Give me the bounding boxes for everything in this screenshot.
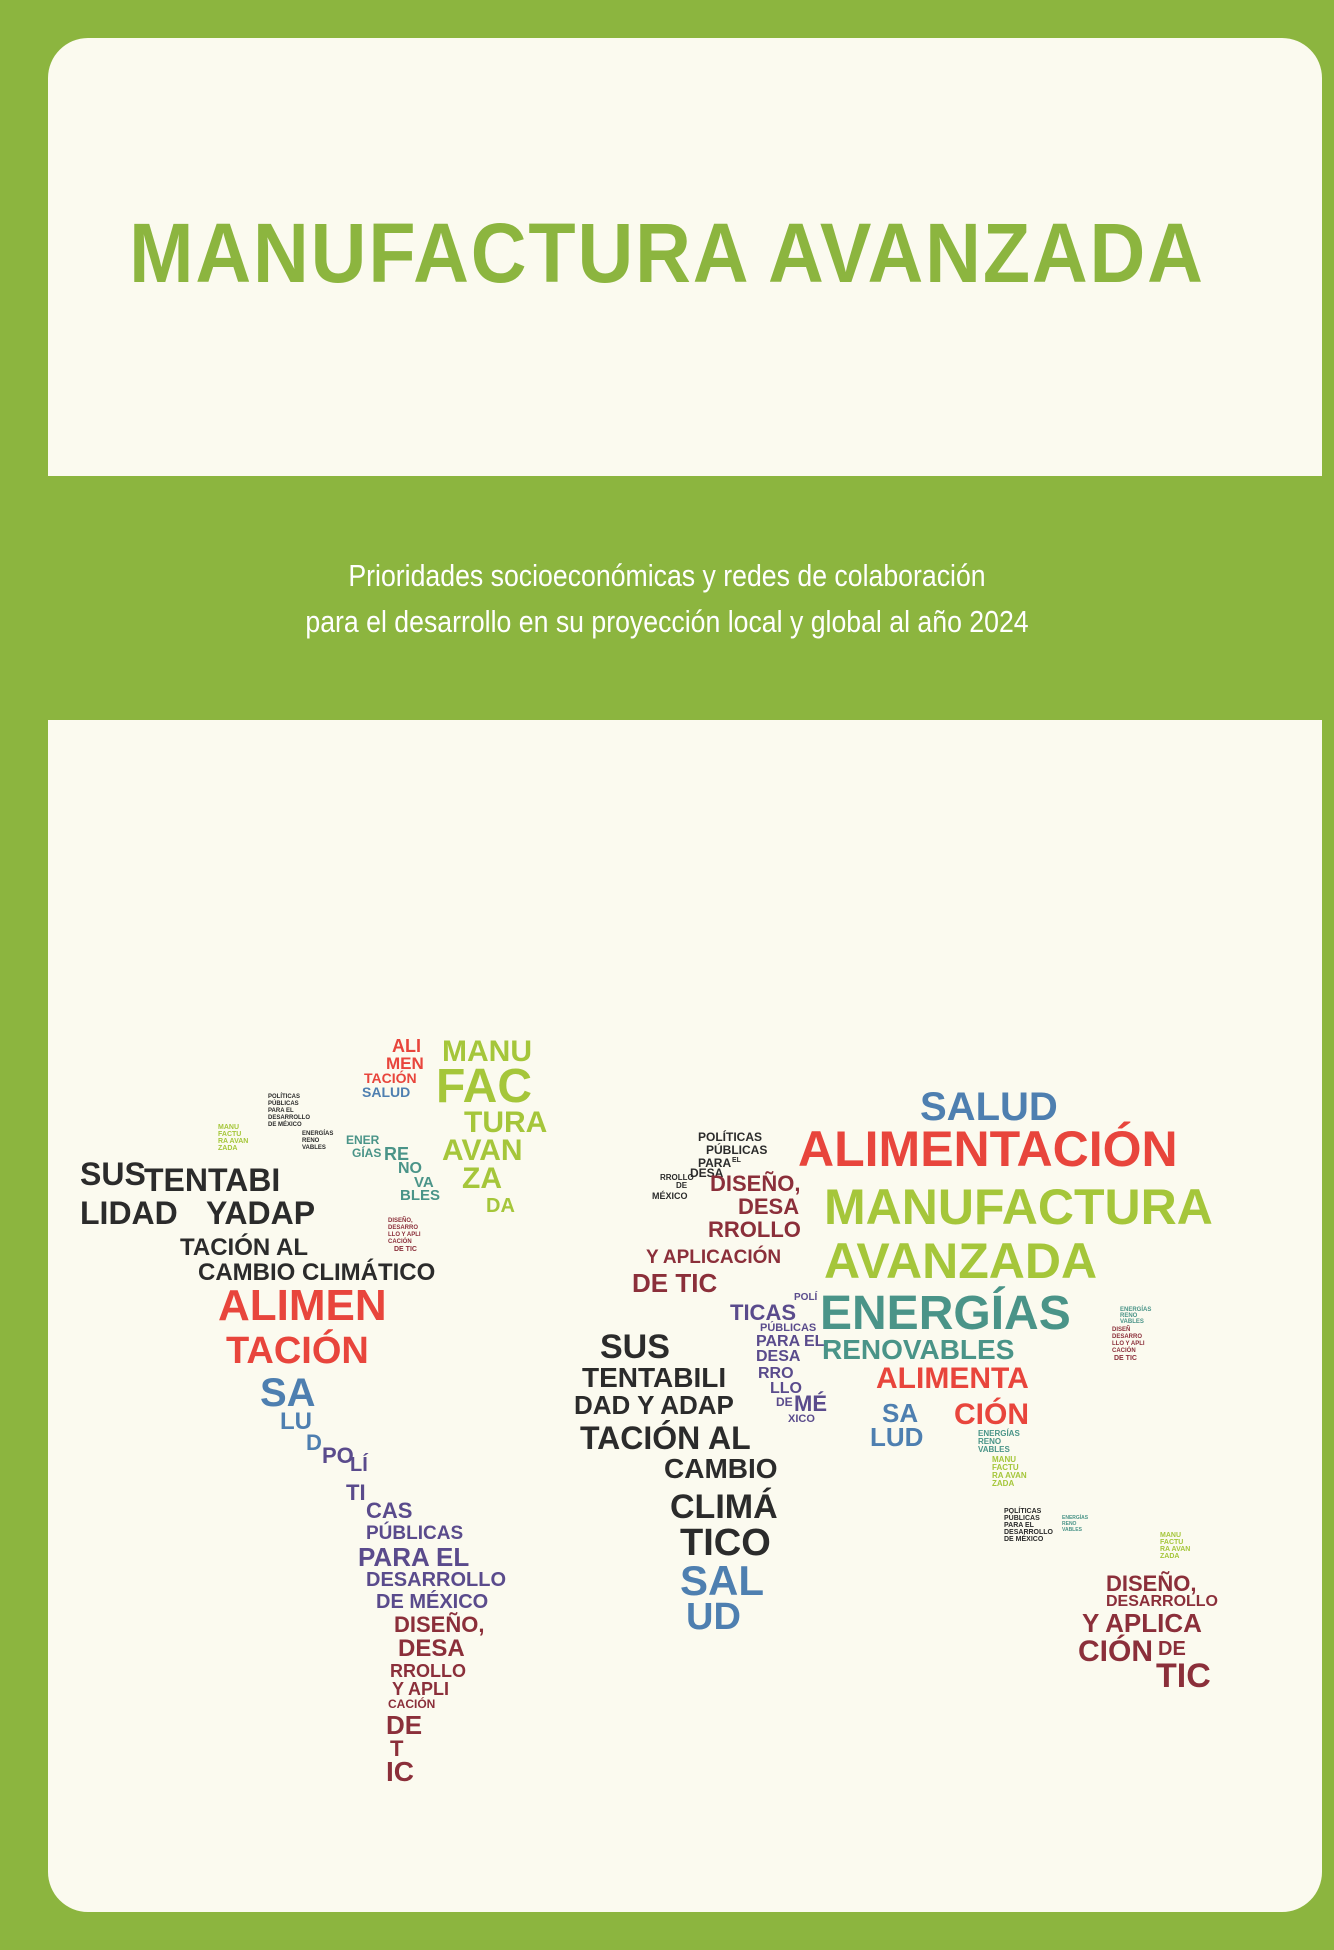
map-word: ENERGÍAS xyxy=(1062,1515,1089,1521)
map-word: AVANZADA xyxy=(824,1233,1098,1289)
map-word: DESARROLLO xyxy=(1106,1593,1218,1610)
map-word: RENO xyxy=(302,1138,320,1144)
map-word: TACIÓN xyxy=(364,1070,417,1086)
map-word: ZADA xyxy=(218,1145,238,1152)
map-word: Y APLICA xyxy=(1082,1608,1202,1638)
map-word: MANUFACTURA xyxy=(824,1179,1213,1235)
map-word: VABLES xyxy=(1120,1319,1144,1325)
map-word: DE MÉXICO xyxy=(268,1122,302,1128)
map-word: CIÓN xyxy=(954,1398,1029,1431)
map-word: CACIÓN xyxy=(388,1239,412,1245)
map-word: RROLLO xyxy=(660,1173,694,1182)
map-word: POLÍTICAS xyxy=(1004,1508,1042,1515)
map-word: SUS xyxy=(80,1156,146,1192)
map-word: DESARROLLO xyxy=(366,1569,506,1591)
map-word: DESA xyxy=(738,1194,800,1219)
map-word: RA AVAN xyxy=(992,1471,1027,1480)
map-word: TIC xyxy=(1156,1657,1211,1695)
map-word: SA xyxy=(882,1398,919,1428)
map-word: TICO xyxy=(680,1522,771,1564)
map-word: ENERGÍAS xyxy=(1120,1307,1152,1313)
map-word: TICAS xyxy=(730,1300,796,1325)
map-word: AVAN xyxy=(442,1134,523,1167)
book-title: MANUFACTURA AVANZADA xyxy=(129,206,1205,300)
map-word: ZADA xyxy=(1160,1553,1180,1560)
map-word: LLO xyxy=(770,1380,802,1397)
map-word: VABLES xyxy=(978,1445,1010,1454)
map-word: VABLES xyxy=(1062,1527,1082,1533)
map-word: NO xyxy=(398,1160,422,1177)
map-word: MÉXICO xyxy=(652,1191,688,1201)
map-word: DISEÑO, xyxy=(394,1612,485,1637)
map-word: PARA xyxy=(698,1156,732,1170)
map-word: VA xyxy=(414,1174,434,1191)
map-word: LUD xyxy=(870,1422,924,1452)
map-word: TACIÓN xyxy=(226,1330,369,1372)
map-word: FACTU xyxy=(218,1131,242,1138)
map-word: SALUD xyxy=(920,1085,1058,1129)
map-word: BLES xyxy=(400,1187,441,1204)
map-word: RE xyxy=(384,1144,410,1164)
map-word: LLO Y APLI xyxy=(388,1232,421,1238)
map-word: PÚBLICAS xyxy=(1004,1515,1040,1522)
map-word: RENO xyxy=(1062,1521,1077,1527)
map-word: DISEÑO, xyxy=(388,1218,413,1224)
map-word: ZA xyxy=(462,1162,502,1195)
map-word: PÚBLICAS xyxy=(760,1322,817,1334)
map-word: DESA xyxy=(690,1166,724,1180)
map-word: PARA EL xyxy=(268,1108,294,1114)
map-word: SUS xyxy=(600,1328,670,1366)
map-word: RA AVAN xyxy=(1160,1546,1191,1553)
map-word: ENERGÍAS xyxy=(978,1429,1020,1438)
map-word: PO xyxy=(322,1443,354,1468)
map-word: ENER xyxy=(346,1133,380,1147)
map-word: CACIÓN xyxy=(1112,1348,1136,1354)
map-word: CAMBIO CLIMÁTICO xyxy=(198,1259,436,1286)
map-word: DE TIC xyxy=(394,1246,417,1253)
map-word: MANU xyxy=(1160,1532,1181,1539)
map-word: Y APLI xyxy=(392,1679,450,1699)
map-word: TACIÓN AL xyxy=(180,1234,308,1261)
map-word: SALUD xyxy=(362,1084,411,1100)
map-word: VABLES xyxy=(302,1145,326,1151)
map-word: RROLLO xyxy=(708,1217,801,1242)
map-word: DE xyxy=(386,1710,423,1740)
map-word: POLÍTICAS xyxy=(698,1130,763,1144)
map-word: DE xyxy=(676,1181,688,1190)
map-word: ENERGÍAS xyxy=(820,1287,1071,1340)
map-word: PARA EL xyxy=(1004,1522,1034,1529)
map-word: RENO xyxy=(1120,1313,1138,1319)
map-word: FACTU xyxy=(1160,1539,1184,1546)
map-word: DISEÑO, xyxy=(1106,1571,1197,1596)
map-word: PÚBLICAS xyxy=(268,1101,299,1107)
map-word: DESARROLLO xyxy=(1004,1529,1053,1536)
map-word: MEN xyxy=(386,1054,424,1073)
map-word: LÍ xyxy=(350,1454,368,1476)
map-word: TENTABILI xyxy=(582,1362,727,1393)
map-word: RENO xyxy=(978,1437,1002,1446)
map-word: POLÍ xyxy=(794,1292,818,1303)
map-word: Y APLICACIÓN xyxy=(646,1247,782,1268)
map-word: ALIMEN xyxy=(218,1281,387,1330)
map-word: MANU xyxy=(992,1455,1016,1464)
subtitle-line-1: Prioridades socioeconómicas y redes de colaboración xyxy=(348,558,986,593)
map-word: FAC xyxy=(436,1060,532,1113)
map-word: MANU xyxy=(442,1035,532,1068)
map-word: IC xyxy=(386,1756,414,1787)
map-word: EL xyxy=(732,1157,741,1164)
map-word: PARA EL xyxy=(358,1542,470,1572)
map-word: DAD Y ADAP xyxy=(574,1390,734,1420)
map-word: RA AVAN xyxy=(218,1138,249,1145)
map-word: DA xyxy=(486,1195,515,1217)
map-word: DESA xyxy=(756,1348,801,1365)
map-word: DESARRO xyxy=(388,1225,419,1231)
map-word: MÉ xyxy=(794,1391,827,1416)
map-word: ZADA xyxy=(992,1479,1015,1488)
map-word: ALIMENTA xyxy=(876,1362,1029,1395)
map-word: PÚBLICAS xyxy=(706,1143,768,1157)
map-word: LIDAD xyxy=(80,1195,178,1231)
map-word: DE MÉXICO xyxy=(376,1591,489,1613)
map-word: LU xyxy=(280,1408,312,1435)
map-word: ALIMENTACIÓN xyxy=(798,1121,1178,1177)
map-word: XICO xyxy=(788,1413,815,1425)
map-word: CAMBIO xyxy=(664,1453,778,1484)
map-word: CLIMÁ xyxy=(670,1488,778,1526)
map-word: LLO Y APLI xyxy=(1112,1341,1145,1347)
map-word: DISEÑ xyxy=(1112,1327,1131,1333)
map-word: ENERGÍAS xyxy=(302,1131,334,1137)
map-word: DESARRO xyxy=(1112,1334,1143,1340)
map-word: TURA xyxy=(464,1106,548,1139)
map-word: TI xyxy=(346,1480,366,1505)
map-word: CACIÓN xyxy=(388,1697,436,1711)
map-word: TACIÓN AL xyxy=(580,1420,751,1456)
map-word: DE MÉXICO xyxy=(1004,1536,1044,1543)
map-word: RENOVABLES xyxy=(822,1334,1015,1365)
map-word: CAS xyxy=(366,1498,413,1523)
map-word: POLÍTICAS xyxy=(268,1094,301,1100)
map-word: DE TIC xyxy=(1114,1355,1137,1362)
map-word: DE TIC xyxy=(632,1268,718,1298)
map-word: FACTU xyxy=(992,1463,1019,1472)
map-word: SAL xyxy=(680,1557,764,1604)
map-word: TENTABI xyxy=(144,1162,281,1198)
map-word: DESA xyxy=(398,1635,465,1662)
map-word: DE xyxy=(776,1395,793,1409)
map-word: DESARROLLO xyxy=(268,1115,310,1121)
map-word: ALI xyxy=(392,1036,421,1056)
map-word: PARA EL xyxy=(756,1333,825,1350)
map-word: YADAP xyxy=(206,1195,316,1231)
map-word: PÚBLICAS xyxy=(366,1523,464,1544)
map-word: GÍAS xyxy=(352,1146,382,1160)
map-word: DE xyxy=(1158,1638,1186,1660)
map-word: DISEÑO, xyxy=(710,1171,801,1196)
map-word: CIÓN xyxy=(1078,1635,1153,1668)
map-word: SA xyxy=(260,1371,316,1415)
map-word: RROLLO xyxy=(390,1661,466,1681)
map-word: D xyxy=(306,1430,322,1455)
map-word: UD xyxy=(686,1596,741,1638)
map-word: MANU xyxy=(218,1124,239,1131)
map-word: RRO xyxy=(758,1365,794,1382)
map-word: T xyxy=(390,1736,404,1761)
subtitle-line-2: para el desarrollo en su proyección local y global al año 2024 xyxy=(305,604,1029,639)
